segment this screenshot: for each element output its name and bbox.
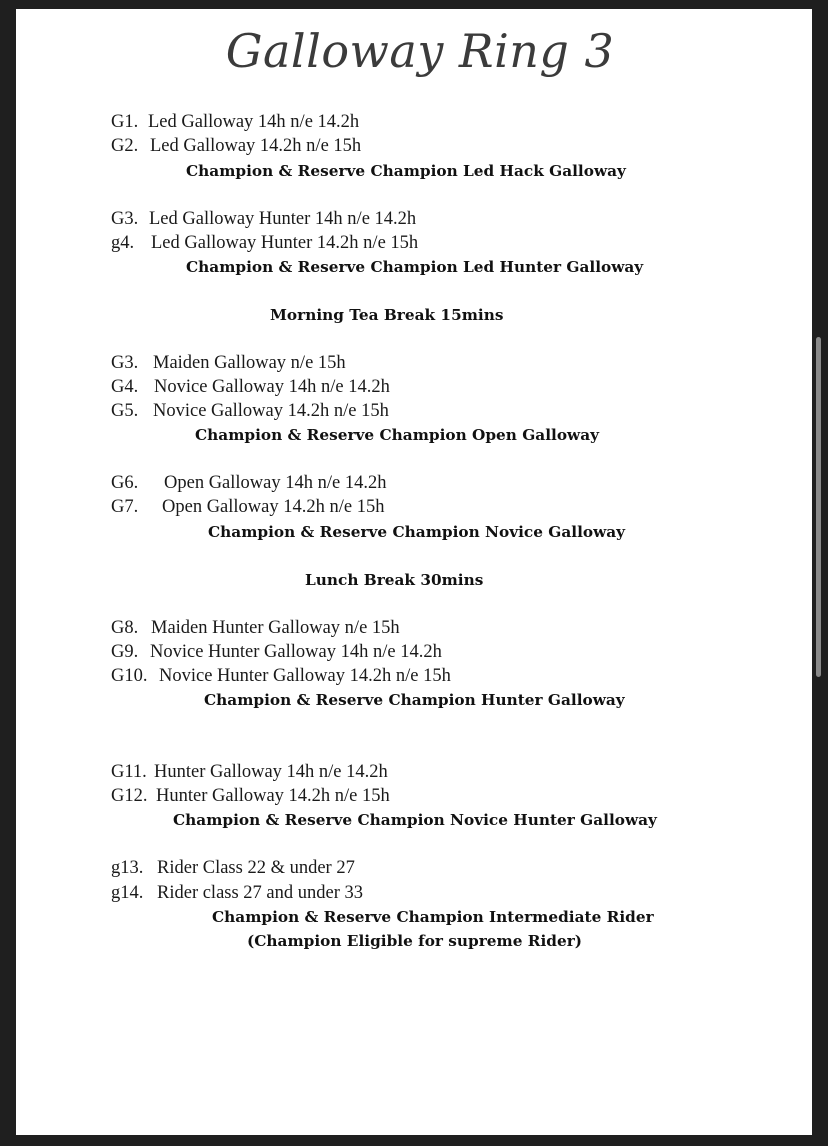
class-name: Led Galloway 14.2h n/e 15h (150, 136, 362, 156)
class-entry (111, 496, 384, 518)
class-entry (111, 857, 355, 879)
champion-heading: Champion & Reserve Champion Hunter Galloway (204, 691, 625, 709)
class-code: G5. (111, 401, 139, 421)
class-code: G9. (111, 642, 139, 662)
class-entry (111, 641, 442, 663)
class-entry (111, 665, 451, 687)
class-entry (111, 111, 359, 133)
class-entry (111, 232, 418, 254)
class-code: g14. (111, 883, 144, 903)
class-code: g4. (111, 233, 135, 253)
champion-heading: Champion & Reserve Champion Led Hack Galloway (186, 162, 626, 180)
class-name: Hunter Galloway 14.2h n/e 15h (156, 786, 390, 806)
class-name: Novice Galloway 14.2h n/e 15h (153, 401, 389, 421)
class-name: Open Galloway 14h n/e 14.2h (164, 473, 387, 493)
class-code: G1. (111, 112, 139, 132)
class-code: G4. (111, 377, 139, 397)
class-entry (111, 352, 346, 374)
class-code: G7. (111, 497, 139, 517)
champion-heading: Champion & Reserve Champion Novice Galloway (208, 523, 626, 541)
page-title: Galloway Ring 3 (225, 24, 615, 78)
class-code: G3. (111, 209, 139, 229)
class-name: Rider class 27 and under 33 (157, 883, 364, 903)
class-code: G10. (111, 666, 148, 686)
champion-heading: Champion & Reserve Champion Intermediate Rider (212, 908, 654, 926)
class-entry (111, 617, 400, 639)
class-entry (111, 882, 363, 904)
class-name: Maiden Galloway n/e 15h (153, 353, 346, 373)
class-name: Novice Hunter Galloway 14.2h n/e 15h (159, 666, 451, 686)
class-name: Led Galloway Hunter 14h n/e 14.2h (149, 209, 417, 229)
class-entry (111, 761, 388, 783)
class-name: Maiden Hunter Galloway n/e 15h (151, 618, 400, 638)
class-name: Novice Hunter Galloway 14h n/e 14.2h (150, 642, 442, 662)
class-code: G3. (111, 353, 139, 373)
class-entry (111, 376, 390, 398)
class-entry (111, 785, 390, 807)
class-code: G6. (111, 473, 139, 493)
class-entry (111, 400, 389, 422)
class-code: G11. (111, 762, 147, 782)
class-entry (111, 135, 361, 157)
champion-heading: Champion & Reserve Champion Novice Hunter Galloway (173, 811, 657, 829)
class-code: G12. (111, 786, 148, 806)
class-name: Hunter Galloway 14h n/e 14.2h (154, 762, 388, 782)
champion-heading: Champion & Reserve Champion Open Galloway (195, 426, 600, 444)
class-name: Rider Class 22 & under 27 (157, 858, 355, 878)
class-name: Open Galloway 14.2h n/e 15h (162, 497, 385, 517)
class-name: Led Galloway Hunter 14.2h n/e 15h (151, 233, 419, 253)
class-code: g13. (111, 858, 144, 878)
class-code: G8. (111, 618, 139, 638)
eligibility-note: (Champion Eligible for supreme Rider) (247, 932, 583, 950)
lunch-break: Lunch Break 30mins (305, 571, 484, 589)
class-entry (111, 208, 416, 230)
class-entry (111, 472, 386, 494)
class-code: G2. (111, 136, 139, 156)
morning-tea-break: Morning Tea Break 15mins (270, 306, 504, 324)
champion-heading: Champion & Reserve Champion Led Hunter Galloway (186, 258, 644, 276)
class-name: Led Galloway 14h n/e 14.2h (148, 112, 360, 132)
class-name: Novice Galloway 14h n/e 14.2h (154, 377, 390, 397)
vertical-scrollbar[interactable] (816, 337, 821, 677)
